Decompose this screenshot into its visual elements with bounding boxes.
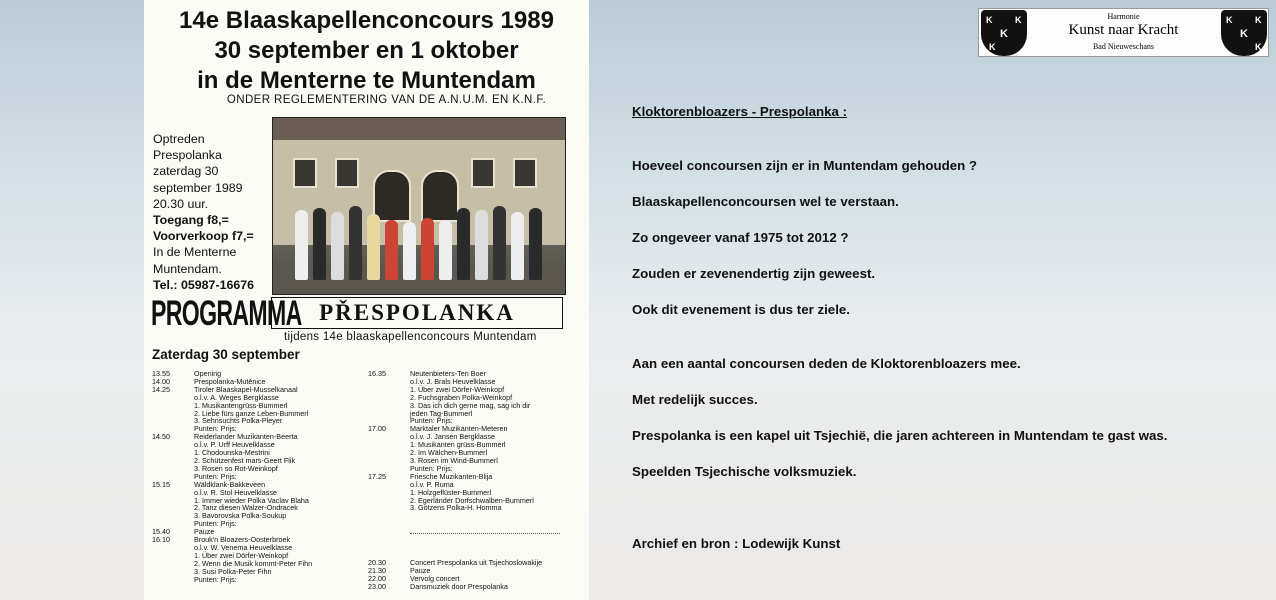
schedule-text: Punten: Prijs: — [194, 574, 237, 584]
schedule-text: 2. Im Wälchen-Bummerl — [410, 448, 488, 458]
photo-person — [385, 220, 398, 280]
schedule-time — [152, 394, 194, 402]
logo-name: Kunst naar Kracht — [1068, 22, 1179, 38]
shield-letter: K — [1255, 15, 1262, 25]
schedule-text: Wäldklank-Bakkeveen — [194, 479, 266, 489]
schedule-time: 23.00 — [368, 581, 386, 591]
schedule-time — [152, 497, 194, 505]
schedule-time — [152, 560, 194, 568]
schedule-time — [152, 410, 194, 418]
poster-programma: PROGRAMMA — [151, 294, 302, 333]
schedule-time — [152, 449, 194, 457]
schedule-text: Friesche Muzikanten-Blija — [410, 471, 493, 481]
photo-window — [335, 158, 359, 188]
schedule-text: 3. Rosen so Rot-Weinkopf — [194, 463, 278, 473]
schedule-evening — [368, 559, 542, 591]
schedule-text: Punten: Prijs: — [410, 463, 453, 473]
schedule-time: 14.50 — [152, 432, 170, 442]
text-paragraph: Blaaskapellenconcoursen wel te verstaan. — [632, 194, 899, 209]
schedule-text: o.l.v. P. Urff Heuvelklasse — [194, 440, 275, 450]
schedule-text: 3. Rosen im Wind-Bummerl — [410, 455, 498, 465]
photo-window — [471, 158, 495, 188]
poster-title-line2: 30 september en 1 oktober — [214, 37, 519, 64]
schedule-text: 3. Sehnsuchts Polka-Pleyer — [194, 416, 283, 426]
photo-person — [493, 206, 506, 280]
schedule-row — [368, 504, 534, 512]
shield-letter: K — [1226, 15, 1233, 25]
shield-icon — [1221, 10, 1267, 56]
text-paragraph: Zouden er zevenendertig zijn geweest. — [632, 266, 876, 281]
photo-window — [513, 158, 537, 188]
photo-person — [439, 220, 452, 280]
photo-person — [313, 208, 326, 280]
poster-info-line: september 1989 — [153, 180, 243, 195]
schedule-time — [152, 568, 194, 576]
band-photo — [272, 117, 566, 295]
harmonie-logo — [978, 8, 1269, 57]
schedule-text: 3. Bavorovska Polka-Soukup — [194, 511, 287, 521]
text-paragraph: Ook dit evenement is dus ter ziele. — [632, 302, 850, 317]
text-paragraph: Speelden Tsjechische volksmuziek. — [632, 464, 857, 479]
schedule-text: Punten: Prijs: — [410, 416, 453, 426]
schedule-time: 15.40 — [152, 527, 170, 537]
text-paragraph: Hoeveel concoursen zijn er in Muntendam gehouden ? — [632, 158, 978, 173]
schedule-text: Pauze — [194, 527, 215, 537]
schedule-time: 16.10 — [152, 535, 170, 545]
schedule-text: 1. Musikanten grüss-Bummerl — [410, 440, 506, 450]
text-paragraph: Zo ongeveer vanaf 1975 tot 2012 ? — [632, 230, 849, 245]
poster-info-line: In de Menterne — [153, 245, 237, 260]
schedule-text: o.l.v. J. Jansen Bergklasse — [410, 432, 495, 442]
text-paragraph: Prespolanka is een kapel uit Tsjechië, die jaren achtereen in Muntendam te gast was. — [632, 428, 1168, 443]
poster-info-line: Tel.: 05987-16676 — [153, 277, 255, 292]
schedule-time — [368, 410, 410, 418]
poster-info-line: 20.30 uur. — [153, 196, 209, 211]
schedule-left — [152, 370, 312, 583]
schedule-time: 13.55 — [152, 369, 170, 378]
photo-person — [331, 212, 344, 280]
schedule-time — [368, 441, 410, 449]
schedule-text: jeden Tag-Bummerl — [410, 408, 473, 418]
text-paragraph: Aan een aantal concoursen deden de Kloktorenbloazers mee. — [632, 356, 1021, 371]
schedule-text: 3. Das ich dich gerne mag, sag ich dir — [410, 400, 531, 410]
poster-info-line: Prespolanka — [153, 148, 222, 163]
schedule-time: 22.00 — [368, 573, 386, 583]
photo-person — [475, 210, 488, 280]
schedule-text: Punten: Prijs: — [194, 519, 237, 529]
schedule-text: 2. Wenn die Musik kommt-Peter Fihn — [194, 558, 313, 568]
poster-info-block — [153, 131, 273, 293]
photo-person — [511, 212, 524, 280]
schedule-row — [152, 520, 312, 528]
schedule-right — [368, 370, 534, 512]
schedule-time — [368, 497, 410, 505]
photo-roof — [273, 118, 565, 140]
poster-brand-box: PŘESPOLANKA — [271, 297, 563, 329]
schedule-row — [152, 576, 312, 584]
schedule-time — [152, 544, 194, 552]
schedule-time — [152, 417, 194, 425]
schedule-time — [368, 402, 410, 410]
schedule-time — [368, 378, 410, 386]
schedule-time — [368, 504, 410, 512]
schedule-text: 1. Holzgeflüster-Bummerl — [410, 487, 492, 497]
schedule-row — [368, 559, 542, 567]
poster-info-line: Optreden — [153, 132, 205, 146]
schedule-time: 17.25 — [368, 471, 386, 481]
schedule-time — [152, 576, 194, 584]
schedule-text: Marktaler Muzikanten-Meteren — [410, 424, 508, 434]
schedule-time: 14.25 — [152, 384, 170, 394]
schedule-time: 14.00 — [152, 376, 170, 386]
schedule-text: 3. Susi Polka-Peter Fihn — [194, 566, 272, 576]
logo-city: Bad Nieuweschans — [1092, 42, 1155, 51]
schedule-text: 2. Schützenfest mars-Geert Flik — [194, 455, 296, 465]
schedule-time — [368, 394, 410, 402]
schedule-text: 1. Immer wieder Polka Vaclav Blaha — [194, 495, 309, 505]
schedule-text: Pauze — [410, 565, 431, 575]
shield-letter: K — [986, 15, 993, 25]
shield-letter: K — [1240, 28, 1248, 40]
schedule-text: 1. Musikantengrüss-Bummerl — [194, 400, 288, 410]
schedule-text: Vervolg concert — [410, 573, 460, 583]
photo-person — [457, 208, 470, 280]
schedule-text: 1. Über zwei Dörfer-Weinkopf — [410, 384, 505, 394]
schedule-time — [152, 552, 194, 560]
photo-person — [295, 210, 308, 280]
schedule-row — [368, 583, 542, 591]
poster-info-line: Voorverkoop f7,= — [153, 229, 254, 244]
poster-brand-caption: tijdens 14e blaaskapellenconcours Muntendam — [284, 331, 537, 343]
schedule-text: Reiderlander Muzikanten-Beerta — [194, 432, 298, 442]
poster-info-line: Muntendam. — [153, 261, 222, 276]
poster-title-line3: in de Menterne te Muntendam — [197, 67, 536, 94]
schedule-text: Brouk'n Bloazers-Oosterbroek — [194, 535, 291, 545]
schedule-time: 17.00 — [368, 424, 386, 434]
schedule-text: Punten: Prijs: — [194, 424, 237, 434]
shield-letter: K — [989, 42, 996, 52]
poster-info-line: zaterdag 30 — [153, 164, 219, 179]
photo-person — [367, 214, 380, 280]
schedule-text: 2. Egerländer Dorfschwalben-Bummerl — [410, 495, 534, 505]
schedule-text: 1. Chodounska-Mestrini — [194, 448, 270, 458]
schedule-text: Concert Prespolanka uit Tsjechoslowakije — [410, 558, 543, 567]
poster-image — [144, 0, 589, 600]
schedule-time — [152, 457, 194, 465]
shield-letter: K — [1000, 28, 1008, 40]
schedule-text: Neutenbieters-Ten Boer — [410, 369, 486, 378]
page-heading: Kloktorenbloazers - Prespolanka : — [632, 104, 848, 119]
schedule-text: 1. Über zwei Dörfer-Weinkopf — [194, 550, 289, 560]
schedule-text: Punten: Prijs: — [194, 471, 237, 481]
schedule-time: 15.15 — [152, 479, 170, 489]
poster-info-line: Toegang f8,= — [153, 213, 229, 228]
schedule-time: 16.35 — [368, 369, 386, 378]
photo-window — [293, 158, 317, 188]
schedule-text: o.l.v. P. Ruma — [410, 479, 454, 489]
schedule-time — [152, 441, 194, 449]
schedule-time — [368, 386, 410, 394]
schedule-time: 20.30 — [368, 558, 386, 567]
schedule-time — [368, 489, 410, 497]
shield-letter: K — [1255, 42, 1262, 52]
schedule-text: 3. Götzens Polka-H. Homma — [410, 503, 502, 513]
schedule-text: o.l.v. W. Venema Heuvelklasse — [194, 542, 293, 552]
schedule-text: Dansmuziek door Prespolanka — [410, 581, 508, 591]
photo-person — [349, 206, 362, 280]
schedule-text: 2. Tanz diesen Walzer-Ondracek — [194, 503, 298, 513]
photo-person — [421, 218, 434, 280]
photo-door — [373, 170, 411, 222]
source-credit: Archief en bron : Lodewijk Kunst — [632, 536, 841, 551]
schedule-divider — [410, 533, 560, 534]
schedule-text: Prespolanka-Mutěnice — [194, 376, 266, 386]
shield-letter: K — [1015, 15, 1022, 25]
photo-door — [421, 170, 459, 222]
logo-subtitle: Harmonie — [1107, 12, 1140, 21]
schedule-text: o.l.v. J. Brals Heuvelklasse — [410, 376, 496, 386]
schedule-text: 2. Fuchsgraben Polka-Weinkopf — [410, 392, 513, 402]
text-paragraph: Met redelijk succes. — [632, 392, 758, 407]
schedule-time — [368, 457, 410, 465]
schedule-time — [152, 402, 194, 410]
photo-person — [529, 208, 542, 280]
schedule-text: o.l.v. R. Stol Heuvelklasse — [194, 487, 277, 497]
schedule-time — [152, 465, 194, 473]
schedule-time — [368, 433, 410, 441]
schedule-time: 21.30 — [368, 565, 386, 575]
photo-person — [403, 222, 416, 280]
poster-day-heading: Zaterdag 30 september — [152, 347, 300, 362]
schedule-text: Tiroler Blaaskapel-Musselkanaal — [194, 384, 298, 394]
schedule-time — [152, 489, 194, 497]
schedule-time — [368, 449, 410, 457]
schedule-text: o.l.v. A. Weges Bergklasse — [194, 392, 279, 402]
schedule-time — [368, 481, 410, 489]
poster-subtitle: ONDER REGLEMENTERING VAN DE A.N.U.M. EN K.N.F. — [226, 94, 547, 106]
schedule-text: Opening — [194, 369, 222, 378]
schedule-time — [152, 512, 194, 520]
poster-title-line1: 14e Blaaskapellenconcours 1989 — [179, 7, 554, 34]
schedule-text: 2. Liebe fürs ganze Leben-Bummerl — [194, 408, 309, 418]
schedule-time — [152, 504, 194, 512]
